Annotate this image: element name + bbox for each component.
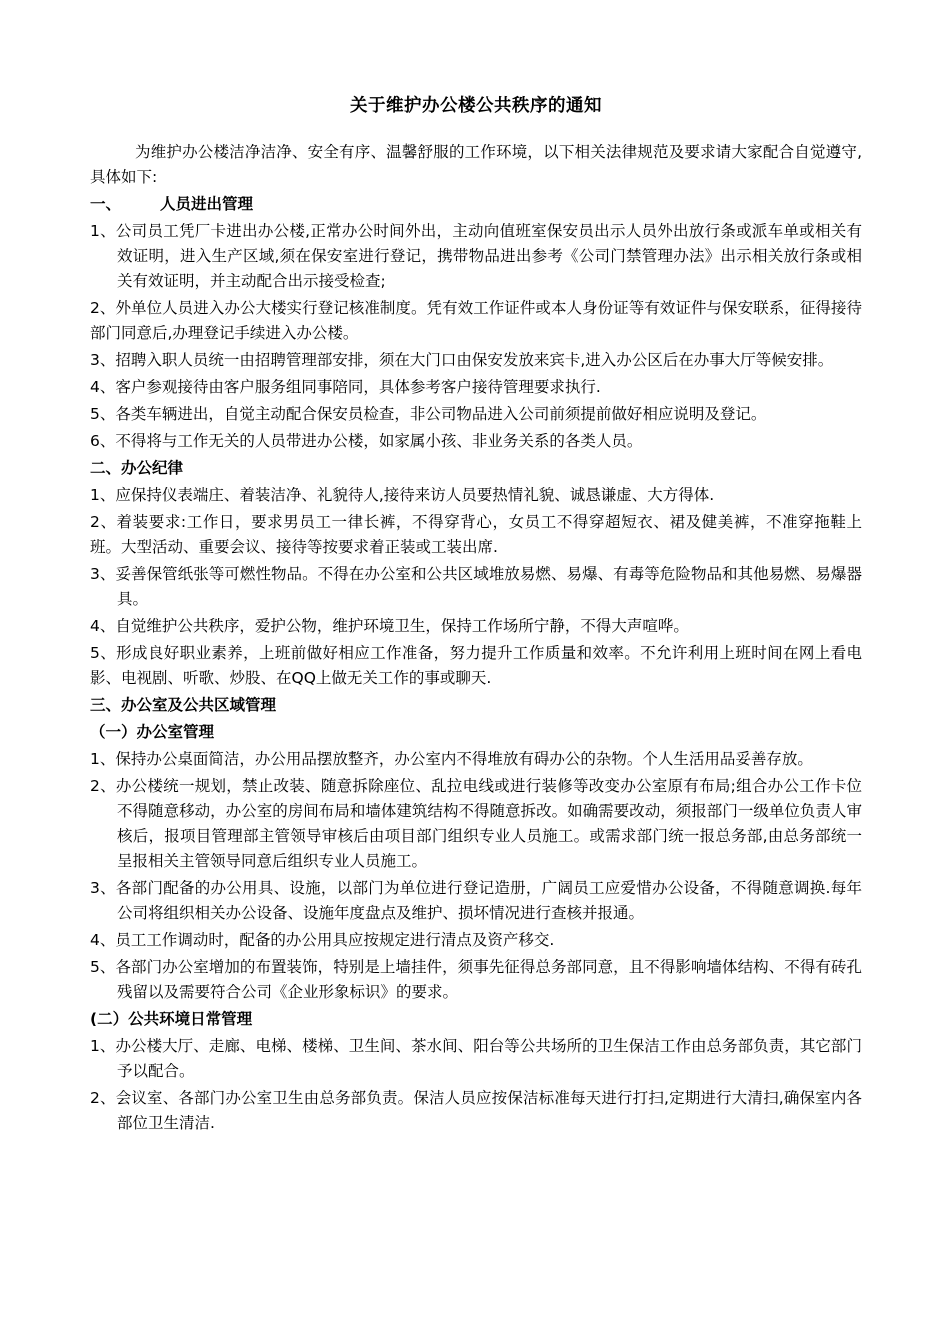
- list-item: 2、办公楼统一规划，禁止改装、随意拆除座位、乱拉电线或进行装修等改变办公室原有布局;组合办公工作卡位不得随意移动，办公室的房间布局和墙体建筑结构不得随意拆改。如确需要改动，须报部门一级单位负责人审核后，报项目管理部主管领导审核后由项目部门组织专业人员施工。或需求部门统一报总务部,由总务部统一呈报相关主管领导同意后组织专业人员施工。: [90, 777, 862, 870]
- section-heading-personnel: [90, 192, 862, 217]
- list-item: 4、客户参观接待由客户服务组同事陪同，具体参考客户接待管理要求执行.: [90, 378, 601, 396]
- list-item: 1、应保持仪表端庄、着装洁净、礼貌待人,接待来访人员要热情礼貌、诚恳谦虚、大方得体.: [90, 486, 715, 504]
- list-item: 2、外单位人员进入办公大楼实行登记核准制度。凭有效工作证件或本人身份证等有效证件与保安联系，征得接待部门同意后,办理登记手续进入办公楼。: [90, 299, 862, 342]
- list-item: 5、形成良好职业素养，上班前做好相应工作准备，努力提升工作质量和效率。不允许利用上班时间在网上看电影、电视剧、听歌、炒股、在QQ上做无关工作的事或聊天.: [90, 644, 862, 687]
- list-item: 1、办公楼大厅、走廊、电梯、楼梯、卫生间、茶水间、阳台等公共场所的卫生保洁工作由总务部负责，其它部门予以配合。: [90, 1037, 862, 1080]
- list-item: 5、各部门办公室增加的布置装饰，特别是上墙挂件，须事先征得总务部同意，且不得影响墙体结构、不得有砖孔残留以及需要符合公司《企业形象标识》的要求。: [90, 958, 862, 1001]
- list-item: 1、保持办公桌面简洁，办公用品摆放整齐，办公室内不得堆放有碍办公的杂物。个人生活用品妥善存放。: [90, 750, 813, 768]
- list-item: 2、着装要求:工作日，要求男员工一律长裤，不得穿背心，女员工不得穿超短衣、裙及健美裤，不准穿拖鞋上班。大型活动、重要会议、接待等按要求着正装或工装出席.: [90, 513, 862, 556]
- document-title: 关于维护办公楼公共秩序的通知: [350, 96, 602, 116]
- list-item: 5、各类车辆进出，自觉主动配合保安员检查，非公司物品进入公司前须提前做好相应说明及登记。: [90, 405, 767, 423]
- subsection-heading-office: （一）办公室管理: [90, 723, 215, 741]
- section-title: 人员进出管理: [160, 195, 254, 213]
- list-item: 3、各部门配备的办公用具、设施，以部门为单位进行登记造册，广阔员工应爱惜办公设备，不得随意调换.每年公司将组织相关办公设备、设施年度盘点及维护、损坏情况进行查核并报通。: [90, 879, 862, 922]
- list-item: 4、自觉维护公共秩序，爱护公物，维护环境卫生，保持工作场所宁静，不得大声喧哗。: [90, 617, 689, 635]
- list-item: 3、妥善保管纸张等可燃性物品。不得在办公室和公共区域堆放易燃、易爆、有毒等危险物品和其他易燃、易爆器具。: [90, 565, 862, 608]
- list-item: 2、会议室、各部门办公室卫生由总务部负责。保洁人员应按保洁标准每天进行打扫,定期进行大清扫,确保室内各部位卫生清洁.: [90, 1089, 862, 1132]
- subsection-heading-public-environment: (二）公共环境日常管理: [90, 1010, 253, 1028]
- section-heading-office-areas: 三、办公室及公共区域管理: [90, 696, 277, 714]
- document-page: [90, 92, 862, 1138]
- list-item: 6、不得将与工作无关的人员带进办公楼，如家属小孩、非业务关系的各类人员。: [90, 432, 643, 450]
- intro-paragraph: 为维护办公楼洁净洁净、安全有序、温馨舒服的工作环境，以下相关法律规范及要求请大家配合自觉遵守,具体如下:: [90, 143, 862, 186]
- list-item: 4、员工工作调动时，配备的办公用具应按规定进行清点及资产移交.: [90, 931, 555, 949]
- list-item: 3、招聘入职人员统一由招聘管理部安排，须在大门口由保安发放来宾卡,进入办公区后在办事大厅等候安排。: [90, 351, 834, 369]
- section-number: 一、: [90, 195, 122, 213]
- list-item: 1、公司员工凭厂卡进出办公楼,正常办公时间外出，主动向值班室保安员出示人员外出放行条或派车单或相关有效证明，进入生产区域,须在保安室进行登记，携带物品进出参考《公司门禁管理办法》出示相关放行条或相关有效证明，并主动配合出示接受检查;: [90, 222, 862, 290]
- section-heading-discipline: 二、办公纪律: [90, 459, 184, 477]
